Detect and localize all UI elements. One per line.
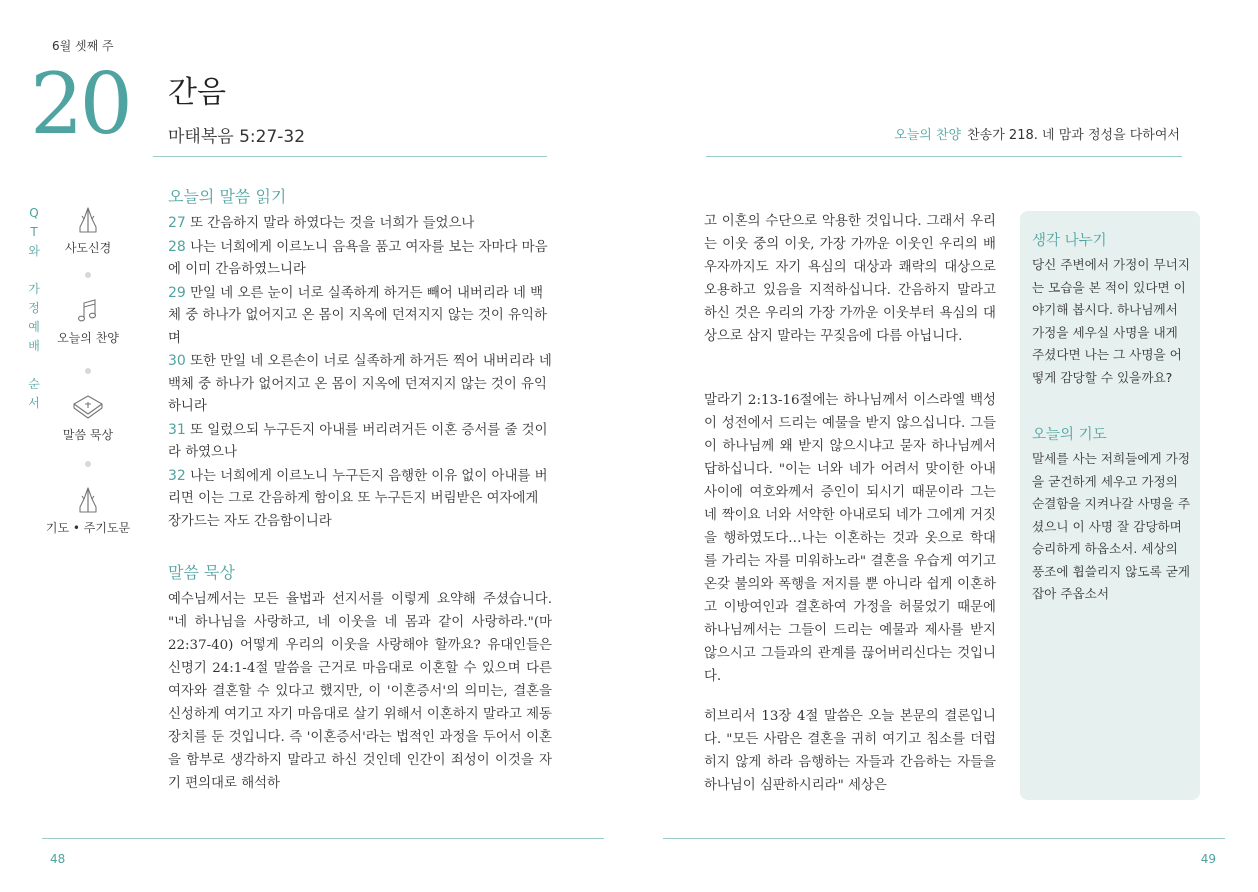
page-number-left: 48 — [50, 852, 66, 866]
nav-label-creed: 사도신경 — [64, 241, 112, 255]
share-heading: 생각 나누기 — [1032, 233, 1107, 249]
footer-divider-left — [42, 838, 604, 839]
side-label-char: 예 — [28, 320, 40, 334]
nav-label-prayer: 기도 • 주기도문 — [45, 521, 131, 535]
hymn-label: 오늘의 찬양 — [894, 128, 962, 143]
meditation-heading: 말씀 묵상 — [168, 563, 235, 582]
footer-divider-right — [663, 838, 1225, 839]
meditation-paragraph: 예수님께서는 모든 율법과 선지서를 이렇게 요약해 주셨습니다. "네 하나님을 사랑하고, 네 이웃을 네 몸과 같이 사랑하라."(마22:37-40) 어떻게 우리의 이웃을 사랑해야 할까요? 유대인들은 신명기 24:1-4절 말씀을 근거로 마음대로 이혼할 수 있으며 다른 여자와 결혼할 수 있다고 했지만, 이 '이혼증서'의 의미는, 결혼을 신성하게 여기고 자기 마음대로 살기 위해서 이혼하지 말라고 제동장치를 둔 것입니다. 즉 '이혼증서'라는 법적인 과정을 두어서 이혼을 함부로 생각하지 말라고 하신 것인데 인간이 죄성이 이것을 자기 편의대로 해석하 — [168, 592, 552, 791]
side-label-char: T — [30, 225, 38, 239]
verse-text: 또 간음하지 말라 하였다는 것을 너희가 들었으나 — [190, 216, 475, 231]
prayer-text: 말세를 사는 저희들에게 가정을 굳건하게 세우고 가정의 순결함을 지켜나갈 사명을 주셨으니 이 사명 잘 감당하며 승리하게 하옵소서. 세상의 풍조에 휩쓸리지 않도록 굳게 잡아 주옵소서 — [1032, 451, 1190, 601]
verse-text: 나는 너희에게 이르노니 음욕을 품고 여자를 보는 자마다 마음에 이미 간음하였느니라 — [168, 239, 548, 277]
header-divider-left — [153, 156, 547, 157]
verse-number: 27 — [168, 215, 186, 231]
hymn-text: 찬송가 218. 네 맘과 정성을 다하여서 — [967, 128, 1180, 143]
nav-label-hymn: 오늘의 찬양 — [57, 331, 119, 345]
hymn-line — [894, 124, 1180, 143]
page-title: 간음 — [168, 75, 226, 110]
nav-label-meditation: 말씀 묵상 — [62, 428, 114, 442]
verse-item — [168, 212, 554, 236]
verse-text: 또 일렀으되 누구든지 아내를 버리려거든 이혼 증서를 줄 것이라 하였으나 — [168, 422, 548, 460]
side-label-char: Q — [29, 206, 39, 220]
nav-step-hymn — [43, 297, 133, 346]
verse-item — [168, 236, 554, 282]
page-number-right: 49 — [1200, 852, 1216, 866]
scripture-reference: 마태복음 5:27-32 — [168, 127, 306, 147]
verse-number: 29 — [168, 284, 186, 301]
side-label-char: 가 — [28, 282, 40, 296]
verse-item — [168, 282, 554, 351]
verse-text: 또한 만일 네 오른손이 너로 실족하게 하거든 찍어 내버리라 네 백체 중 하나가 없어지고 온 몸이 지옥에 던져지지 않는 것이 유익하니라 — [168, 354, 552, 414]
side-label-char: 서 — [28, 396, 40, 410]
day-number: 20 — [30, 55, 129, 153]
verse-number: 28 — [168, 238, 186, 255]
side-label-char: 배 — [28, 339, 40, 353]
nav-step-meditation — [43, 392, 133, 443]
verse-number: 30 — [168, 353, 186, 369]
verse-text: 나는 너희에게 이르노니 누구든지 음행한 이유 없이 아내를 버리면 이는 그로 간음하게 함이요 또 누구든지 버림받은 여자에게 장가드는 자도 간음함이니라 — [168, 468, 548, 529]
side-label-gap — [26, 356, 42, 375]
side-label-gap — [26, 261, 42, 280]
body-paragraph-1: 고 이혼의 수단으로 악용한 것입니다. 그래서 우리는 이웃 중의 이웃, 가장 가까운 이웃인 우리의 배우자까지도 자기 욕심의 대상과 쾌락의 대상으로 오용하고 있음을 지적하십니다. 간음하지 말라고 하신 것은 우리의 가장 가까운 이웃부터 욕심의 대상으로 삼지 말라는 꾸짖음에 다름 아닙니다. — [704, 214, 996, 344]
verse-number: 31 — [168, 421, 186, 438]
praying-hands-icon — [73, 485, 103, 515]
side-label-char: 와 — [28, 244, 40, 258]
nav-separator-dot — [85, 272, 91, 278]
nav-separator-dot — [85, 461, 91, 467]
verse-list — [168, 212, 554, 533]
reading-heading: 오늘의 말씀 읽기 — [168, 187, 287, 206]
verse-item — [168, 350, 554, 419]
bible-icon — [71, 392, 105, 422]
header-divider-right — [706, 156, 1182, 157]
side-label-char: 순 — [28, 377, 40, 391]
verse-item — [168, 465, 554, 534]
verse-number: 32 — [168, 467, 186, 484]
body-paragraph-3: 히브리서 13장 4절 말씀은 오늘 본문의 결론입니다. "모든 사람은 결혼을 귀히 여기고 침소를 더럽히지 않게 하라 음행하는 자들과 간음하는 자들을 하나님이 심판하시리라" 세상은 — [704, 709, 996, 793]
side-label-char: 정 — [28, 301, 40, 315]
nav-step-prayer — [43, 485, 133, 536]
prayer-heading: 오늘의 기도 — [1032, 427, 1107, 443]
praying-hands-icon — [73, 205, 103, 235]
music-note-icon — [73, 297, 103, 325]
side-vertical-label — [26, 204, 42, 413]
verse-text: 만일 네 오른 눈이 너로 실족하게 하거든 빼어 내버리라 네 백체 중 하나가 없어지고 온 몸이 지옥에 던져지지 않는 것이 유익하며 — [168, 285, 547, 346]
nav-separator-dot — [85, 368, 91, 374]
share-text: 당신 주변에서 가정이 무너지는 모습을 본 적이 있다면 이야기해 봅시다. 하나님께서 가정을 세우실 사명을 내게 주셨다면 나는 그 사명을 어떻게 감당할 수 있을까요? — [1032, 257, 1190, 385]
nav-step-creed — [43, 205, 133, 256]
body-paragraph-2: 말라기 2:13-16절에는 하나님께서 이스라엘 백성이 성전에서 드리는 예물을 받지 않으십니다. 그들이 하나님께 왜 받지 않으시냐고 묻자 하나님께서 답하십니다. "이는 너와 네가 어려서 맞이한 아내 사이에 여호와께서 증인이 되시기 때문이라 그는 네 짝이요 너와 서약한 아내로되 네가 그에게 거짓을 행하였도다…나는 이혼하는 것과 옷으로 학대를 가리는 자를 미워하노라" 결혼을 우습게 여기고 온갖 불의와 폭행을 저지를 뿐 아니라 쉽게 이혼하고 이방여인과 결혼하여 가정을 허물었기 때문에 하나님께서는 그들이 드리는 예물과 제사를 받지 않으시고 그들과의 관계를 끊어버리신다는 것입니다. — [704, 393, 996, 684]
verse-item — [168, 419, 554, 465]
week-label: 6월 셋째 주 — [52, 39, 114, 53]
